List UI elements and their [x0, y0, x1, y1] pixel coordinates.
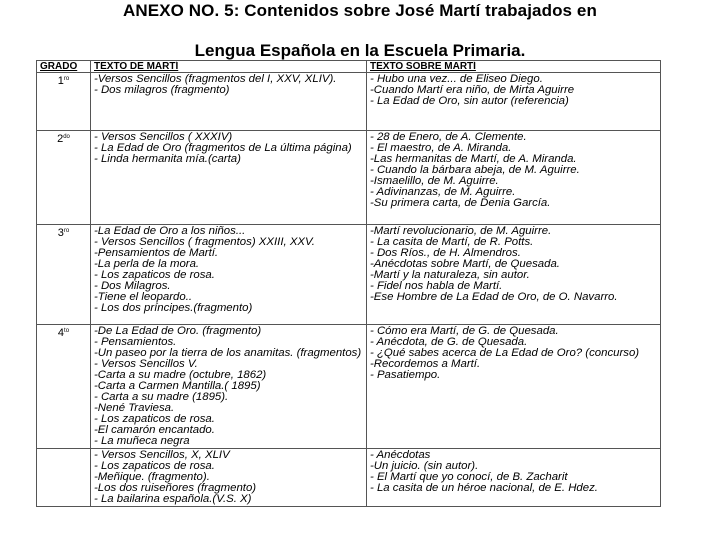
list-item: - Dos Ríos., de H. Almendros. — [370, 247, 521, 259]
list-item: - Linda hermanita mía.(carta) — [94, 153, 241, 165]
list-item: -El camarón encantado. — [94, 424, 215, 436]
table-row — [37, 225, 661, 325]
grade-cell — [37, 225, 91, 325]
list-item: -Un juicio. (sin autor). — [370, 460, 479, 472]
header-grado: GRADO — [37, 61, 91, 73]
list-item: - Anécdota, de G. de Quesada. — [370, 336, 528, 348]
header-texto-de-marti: TEXTO DE MARTÍ — [91, 61, 367, 73]
title-line-2: Lengua Española en la Escuela Primaria. — [194, 41, 526, 60]
list-item: - El maestro, de A. Miranda. — [370, 142, 512, 154]
list-item: -Ismaelillo, de M. Aguirre. — [370, 175, 499, 187]
list-item: -La Edad de Oro a los niños... — [94, 225, 246, 237]
list-item: - Versos Sencillos, X, XLIV — [94, 449, 230, 461]
list-item: -Carta a su madre (octubre, 1862) — [94, 369, 267, 381]
table-row — [37, 325, 661, 449]
list-item: - La bailarina española.(V.S. X) — [94, 493, 252, 505]
texto-de-marti-cell — [91, 325, 367, 449]
list-item: - Versos Sencillos ( XXXIV) — [94, 131, 233, 143]
list-item: - La Edad de Oro (fragmentos de La última página) — [94, 142, 352, 154]
list-item: -Pensamientos de Martí. — [94, 247, 219, 259]
texto-de-marti-cell — [91, 225, 367, 325]
grade-number: 3 — [57, 227, 64, 239]
list-item: - El Martí que yo conocí, de B. Zacharit — [370, 471, 568, 483]
list-item: - Los zapaticos de rosa. — [94, 460, 215, 472]
table-body — [37, 73, 661, 507]
list-item: - Dos Milagros. — [94, 280, 171, 292]
list-item: -Las hermanitas de Martí, de A. Miranda. — [370, 153, 577, 165]
list-item: -Los dos ruiseñores (fragmento) — [94, 482, 257, 494]
list-item: - La Edad de Oro, sin autor (referencia) — [370, 95, 569, 107]
list-item: - Adivinanzas, de M. Aguirre. — [370, 186, 516, 198]
list-item: - Cómo era Martí, de G. de Quesada. — [370, 325, 559, 337]
list-item: - Los dos príncipes.(fragmento) — [94, 302, 253, 314]
list-item: -Martí y la naturaleza, sin autor. — [370, 269, 530, 281]
list-item: -Ese Hombre de La Edad de Oro, de O. Navarro. — [370, 291, 618, 303]
grade-number: 4 — [57, 327, 65, 339]
grade-suffix: ro — [63, 76, 70, 82]
list-item: - La muñeca negra — [94, 435, 190, 447]
list-item: - Cuando la bárbara abeja, de M. Aguirre. — [370, 164, 580, 176]
grade-number: 2 — [57, 133, 64, 145]
texto-sobre-marti-cell — [367, 325, 661, 449]
texto-sobre-marti-cell — [367, 73, 661, 131]
list-item: -La perla de la mora. — [94, 258, 200, 270]
list-item: - Carta a su madre (1895). — [94, 391, 229, 403]
list-item: - Pensamientos. — [94, 336, 177, 348]
list-item: -De La Edad de Oro. (fragmento) — [94, 325, 262, 337]
texto-de-marti-cell — [91, 449, 367, 507]
list-item: - Versos Sencillos ( fragmentos) XXIII, XXV. — [94, 236, 315, 248]
grade-cell — [37, 449, 91, 507]
grade-cell — [37, 325, 91, 449]
grade-suffix: do — [63, 134, 70, 140]
list-item: - Dos milagros (fragmento) — [94, 84, 230, 96]
list-item: -Un paseo por la tierra de los anamitas. (fragmentos) — [94, 347, 362, 359]
table-row — [37, 131, 661, 225]
list-item: -Tiene el leopardo.. — [94, 291, 193, 303]
list-item: - Los zapaticos de rosa. — [94, 413, 215, 425]
list-item: -Recordemos a Martí. — [370, 358, 481, 370]
list-item: - ¿Qué sabes acerca de La Edad de Oro? (concurso) — [370, 347, 640, 359]
table-row — [37, 449, 661, 507]
list-item: -Cuando Martí era niño, de Mirta Aguirre — [370, 84, 575, 96]
texto-sobre-marti-cell — [367, 449, 661, 507]
grade-suffix: to — [64, 328, 70, 334]
list-item: - Pasatiempo. — [370, 369, 441, 381]
texto-sobre-marti-cell — [367, 225, 661, 325]
list-item: -Su primera carta, de Denia García. — [370, 197, 551, 209]
list-item: - La casita de un héroe nacional, de E. Hdez. — [370, 482, 598, 494]
texto-de-marti-cell — [91, 131, 367, 225]
texto-de-marti-cell — [91, 73, 367, 131]
texto-sobre-marti-cell — [367, 131, 661, 225]
list-item: - Fidel nos habla de Martí. — [370, 280, 503, 292]
list-item: -Anécdotas sobre Martí, de Quesada. — [370, 258, 560, 270]
header-texto-sobre-marti: TEXTO SOBRE MARTÍ — [367, 61, 661, 73]
grade-number: 1 — [57, 75, 64, 87]
table-header-row — [37, 61, 661, 73]
list-item: - 28 de Enero, de A. Clemente. — [370, 131, 527, 143]
list-item: - Hubo una vez... de Eliseo Diego. — [370, 73, 543, 85]
table-row — [37, 73, 661, 131]
list-item: -Meñique. (fragmento). — [94, 471, 210, 483]
grade-suffix: ro — [63, 228, 70, 234]
list-item: -Versos Sencillos (fragmentos del I, XXV, XLIV). — [94, 73, 337, 85]
list-item: -Nené Traviesa. — [94, 402, 175, 414]
list-item: - Versos Sencillos V. — [94, 358, 198, 370]
list-item: - Anécdotas — [370, 449, 431, 461]
list-item: -Carta a Carmen Mantilla.( 1895) — [94, 380, 261, 392]
title-line-1: ANEXO NO. 5: Contenidos sobre José Martí trabajados en — [123, 1, 597, 20]
grade-cell — [37, 131, 91, 225]
grade-cell — [37, 73, 91, 131]
contents-table — [36, 60, 661, 507]
list-item: -Martí revolucionario, de M. Aguirre. — [370, 225, 552, 237]
list-item: - La casita de Martí, de R. Potts. — [370, 236, 534, 248]
list-item: - Los zapaticos de rosa. — [94, 269, 215, 281]
